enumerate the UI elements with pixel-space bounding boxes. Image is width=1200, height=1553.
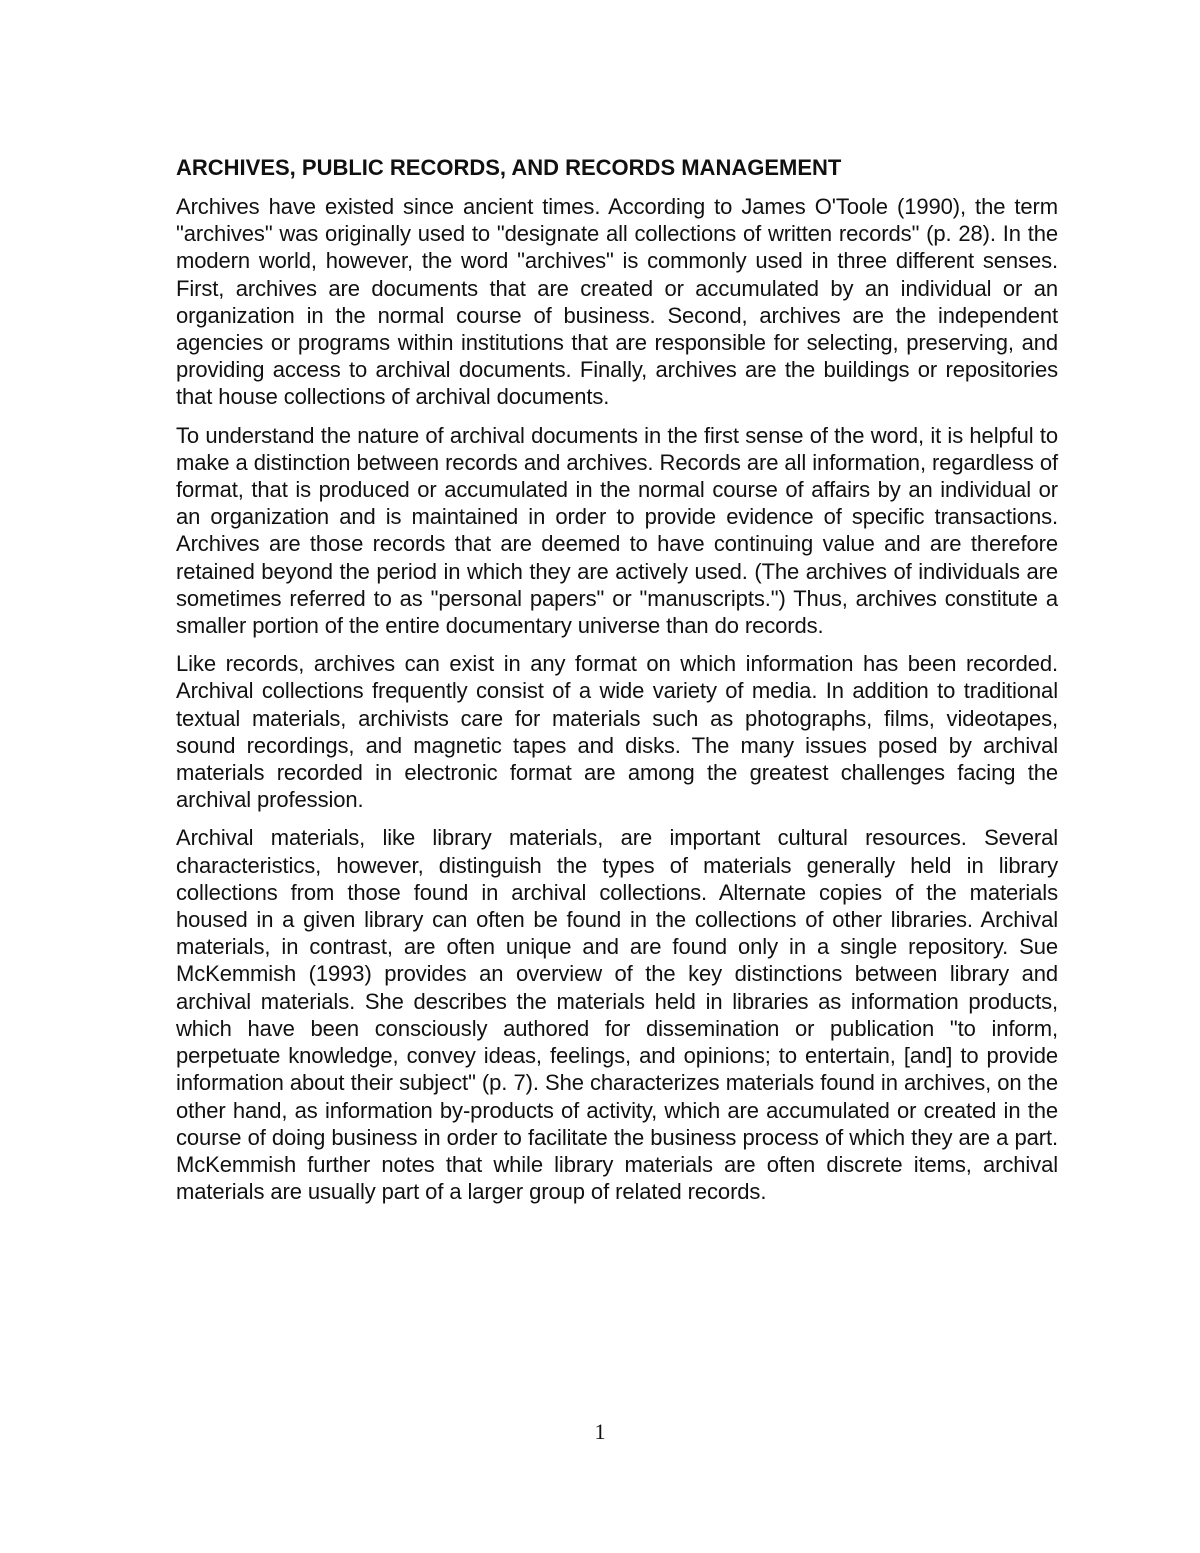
- paragraph-records-vs-archives: To understand the nature of archival documents in the first sense of the word, it is helpful to make a distinction between records and archives. Records are all information, regardless of format, that is produced or accumulated in the normal course of affairs by an individual or an organization and is maintained in order to provide evidence of specific transactions. Archives are those records that are deemed to have continuing value and are therefore retained beyond the period in which they are actively used. (The archives of individuals are sometimes referred to as "personal papers" or "manuscripts.") Thus, archives constitute a smaller portion of the entire documentary universe than do records.: [176, 422, 1058, 639]
- document-title: ARCHIVES, PUBLIC RECORDS, AND RECORDS MANAGEMENT: [176, 155, 842, 180]
- paragraph-archives-definition: Archives have existed since ancient times. According to James O'Toole (1990), the term "archives" was originally used to "designate all collections of written records" (p. 28). In the modern world, however, the word "archives" is commonly used in three different senses. First, archives are documents that are created or accumulated by an individual or an organization in the normal course of business. Second, archives are the independent agencies or programs within institutions that are responsible for selecting, preserving, and providing access to archival documents. Finally, archives are the buildings or repositories that house collections of archival documents.: [176, 194, 1058, 410]
- page-number: 1: [594, 1419, 606, 1444]
- paragraph-archival-formats: Like records, archives can exist in any format on which information has been recorded. Archival collections frequently consist of a wide variety of media. In addition to traditional textual materials, archivists care for materials such as photographs, films, videotapes, sound recordings, and magnetic tapes and disks. The many issues posed by archival materials recorded in electronic format are among the greatest challenges facing the archival profession.: [176, 651, 1058, 813]
- document-body: [176, 154, 1058, 1216]
- paragraph-library-vs-archival: Archival materials, like library materials, are important cultural resources. Several characteristics, however, distinguish the types of materials generally held in library collections from those found in archival collections. Alternate copies of the materials housed in a given library can often be found in the collections of other libraries. Archival materials, in contrast, are often unique and are found only in a single repository. Sue McKemmish (1993) provides an overview of the key distinctions between library and archival materials. She describes the materials held in libraries as information products, which have been consciously authored for dissemination or publication "to inform, perpetuate knowledge, convey ideas, feelings, and opinions; to entertain, [and] to provide information about their subject" (p. 7). She characterizes materials found in archives, on the other hand, as information by-products of activity, which are accumulated or created in the course of doing business in order to facilitate the business process of which they are a part. McKemmish further notes that while library materials are often discrete items, archival materials are usually part of a larger group of related records.: [176, 825, 1058, 1205]
